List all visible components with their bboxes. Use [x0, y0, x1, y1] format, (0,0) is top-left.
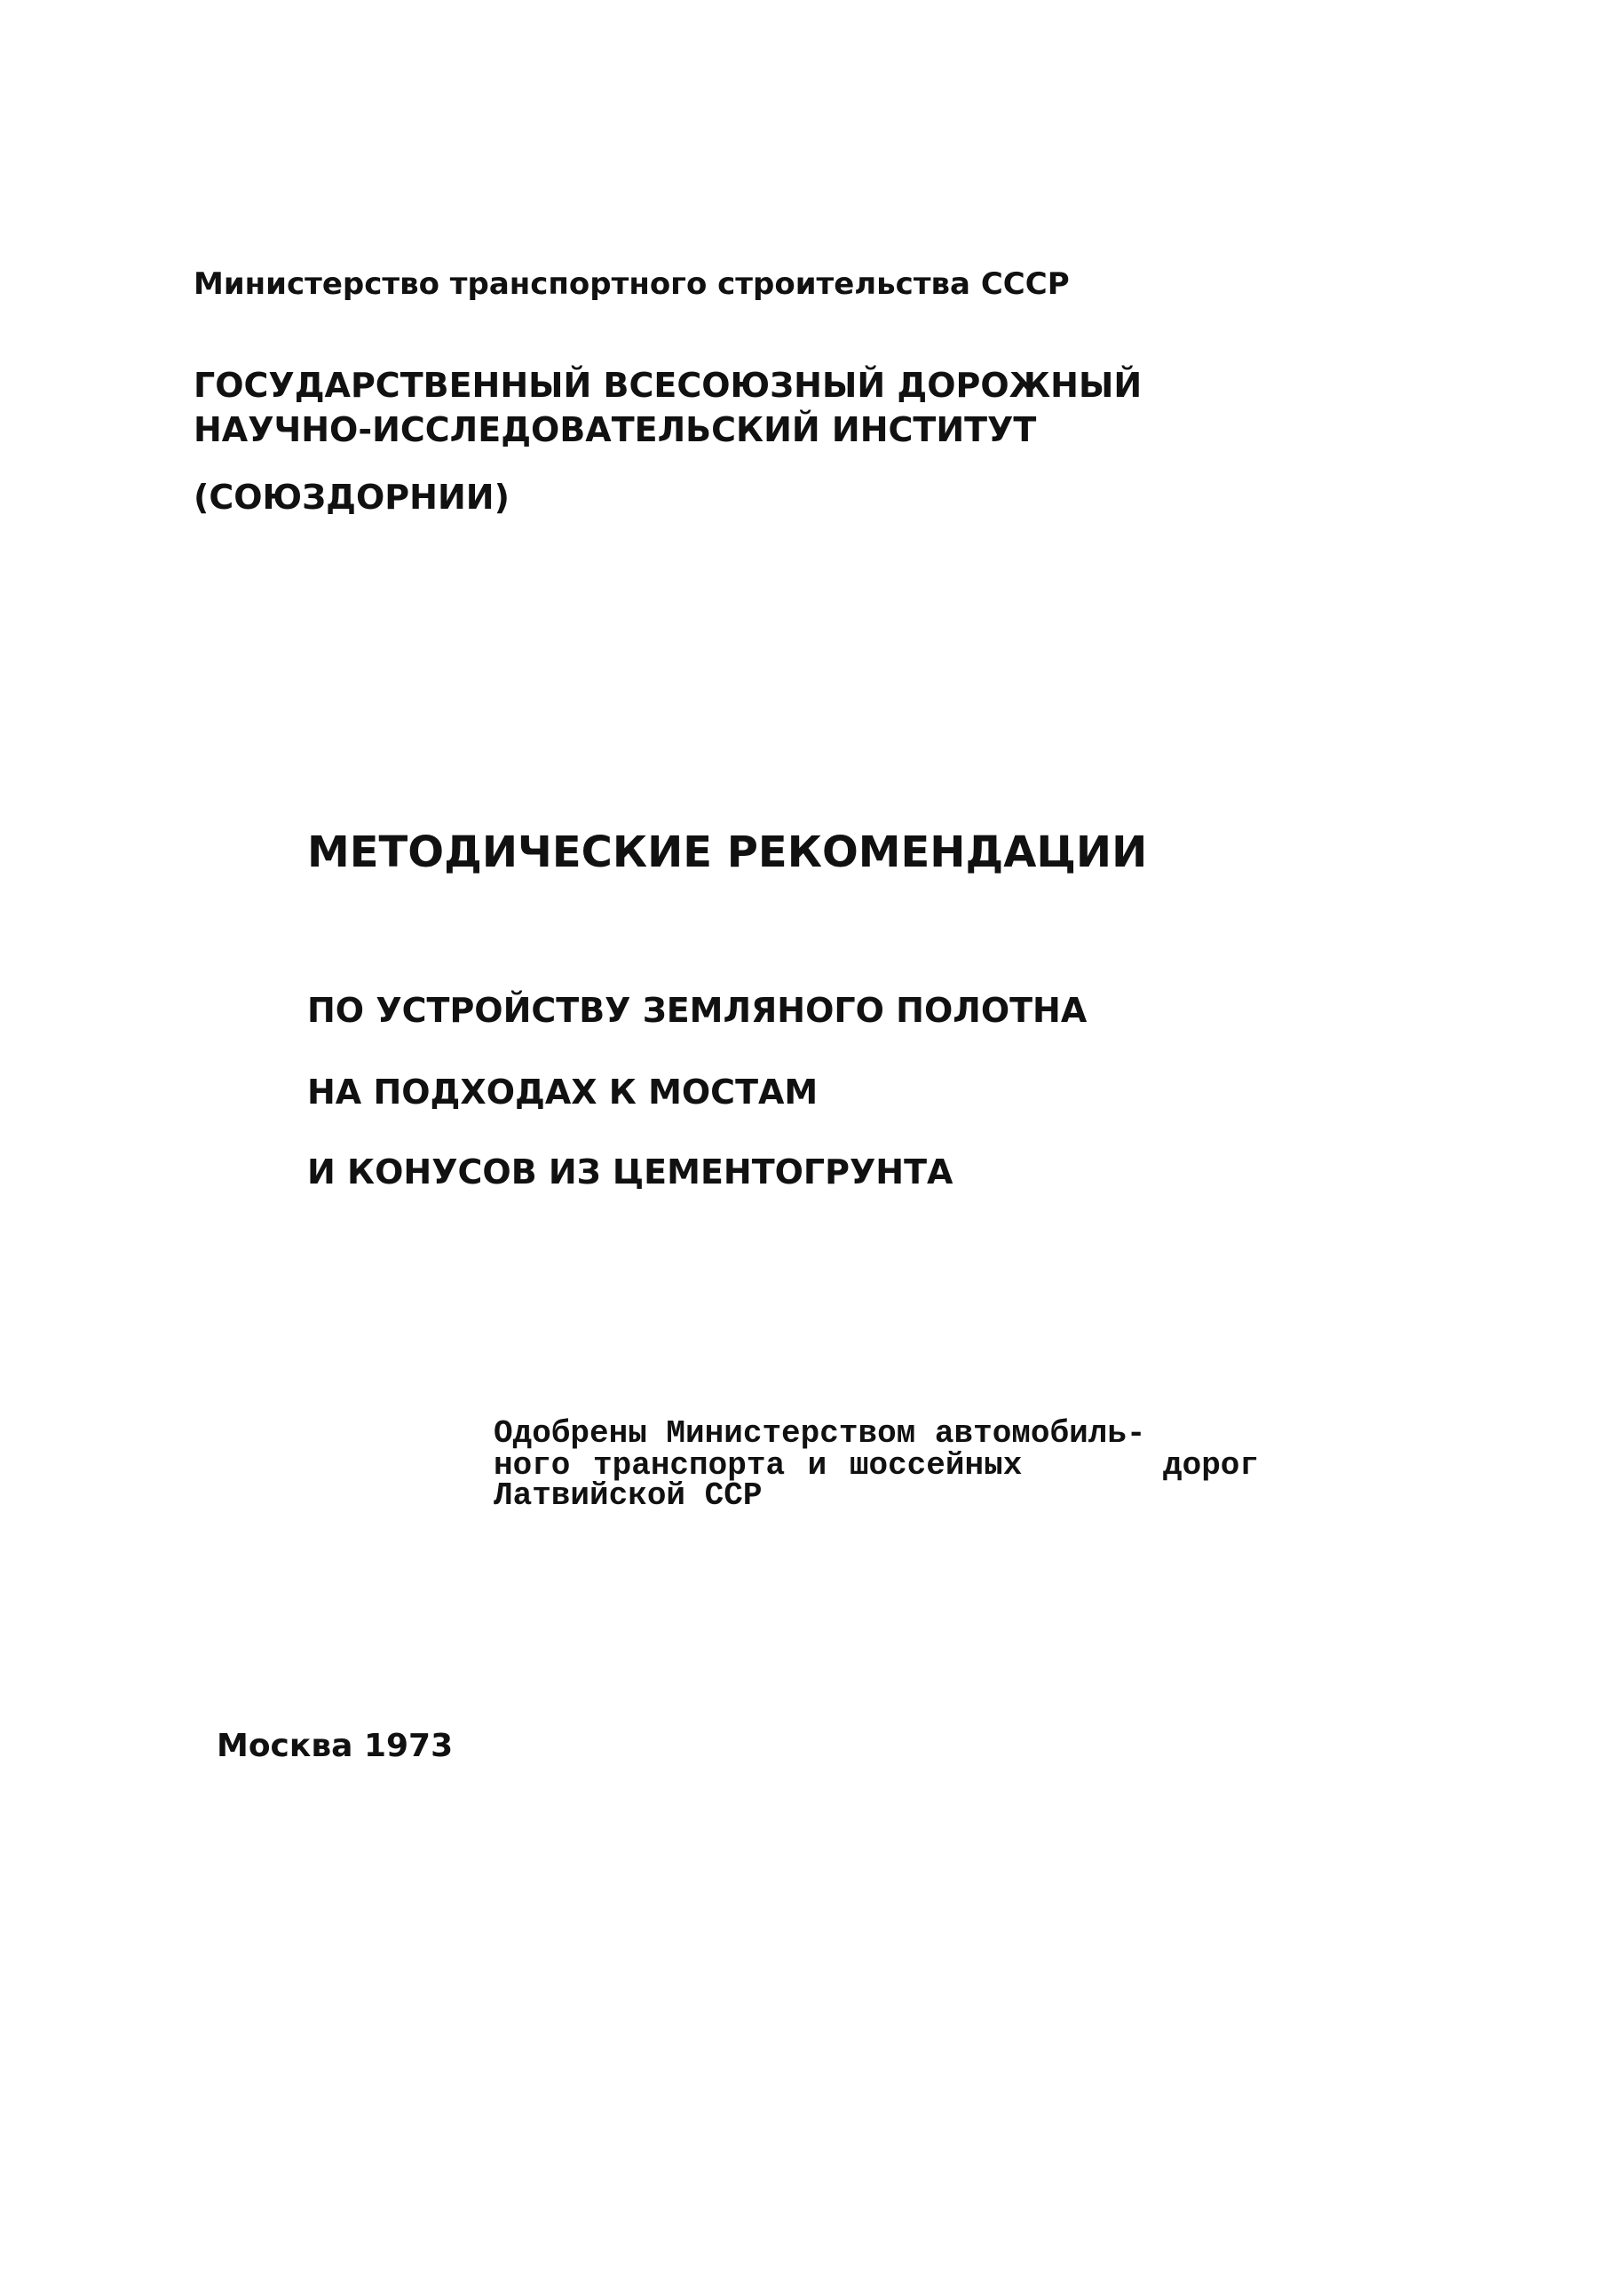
document-subtitle-line-3: И КОНУСОВ ИЗ ЦЕМЕНТОГРУНТА — [307, 1152, 953, 1192]
approval-note-line-2: ного транспорта и шоссейных — [494, 1447, 1023, 1484]
approval-note-line-3: Латвийской ССР — [494, 1477, 763, 1514]
approval-note-line-2-end: дорог — [1163, 1447, 1260, 1484]
institute-name-line-1: ГОСУДАРСТВЕННЫЙ ВСЕСОЮЗНЫЙ ДОРОЖНЫЙ — [194, 366, 1143, 405]
document-subtitle-line-2: НА ПОДХОДАХ К МОСТАМ — [307, 1073, 819, 1112]
ministry-name: Министерство транспортного строительства СССР — [194, 266, 1070, 302]
institute-name-line-2: НАУЧНО-ИССЛЕДОВАТЕЛЬСКИЙ ИНСТИТУТ — [194, 410, 1037, 449]
place-and-year: Москва 1973 — [217, 1728, 454, 1764]
document-subtitle-line-1: ПО УСТРОЙСТВУ ЗЕМЛЯНОГО ПОЛОТНА — [307, 991, 1088, 1030]
document-title: МЕТОДИЧЕСКИЕ РЕКОМЕНДАЦИИ — [307, 827, 1148, 877]
institute-abbreviation: (СОЮЗДОРНИИ) — [194, 478, 510, 517]
approval-note-line-1: Одобрены Министерством автомобиль- — [494, 1415, 1146, 1452]
